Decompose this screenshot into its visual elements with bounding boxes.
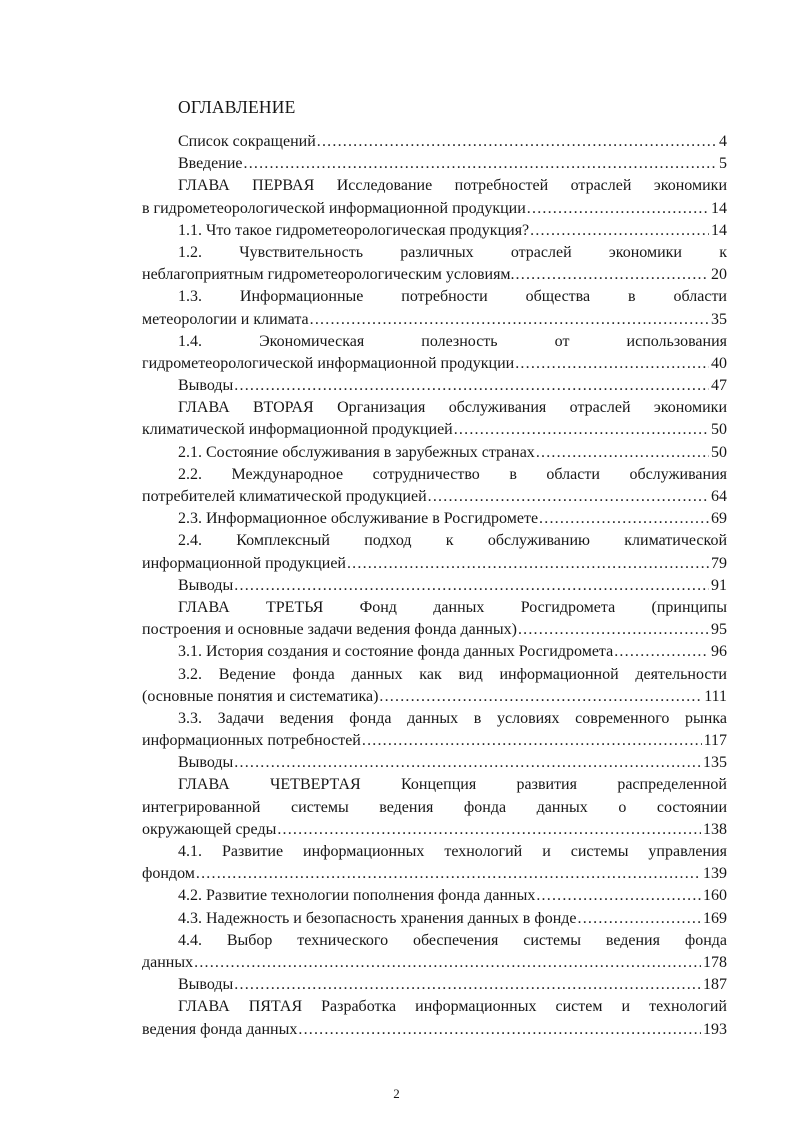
toc-entry-text: ведения фонда данных — [142, 1020, 298, 1038]
dot-leader — [454, 419, 709, 441]
toc-entry-text: 3.3. Задачи ведения фонда данных в условиях современного рынка — [178, 709, 727, 727]
toc-entry-text: потребителей климатической продукцией — [142, 488, 427, 505]
dot-leader — [310, 309, 709, 331]
toc-page-number: 64 — [711, 488, 727, 505]
toc-entry-conclusions-3[interactable] — [142, 752, 727, 774]
toc-entry-text: данных — [142, 953, 194, 971]
toc-entry-text: 4.4. Выбор технического обеспечения системы ведения фонда — [178, 931, 727, 949]
toc-entry-section-2-2[interactable] — [142, 464, 727, 508]
dot-leader — [379, 686, 702, 708]
toc-entry-section-3-1[interactable] — [142, 641, 727, 663]
toc-entry-text: гидрометеорологической информационной продукции — [142, 354, 515, 372]
dot-leader — [614, 641, 709, 663]
dot-leader — [347, 553, 709, 575]
toc-entry-text: 4.3. Надежность и безопасность хранения данных в фонде — [178, 909, 577, 927]
toc-entry-section-4-2[interactable] — [142, 885, 727, 907]
toc-entry-text: Введение — [178, 155, 243, 173]
toc-page-number: 139 — [703, 865, 727, 883]
toc-entry-chapter-5[interactable] — [142, 996, 727, 1040]
dot-leader — [298, 1019, 701, 1041]
toc-entry-text: интегрированной системы ведения фонда данных о состоянии — [142, 798, 727, 816]
toc-entry-section-1-1[interactable] — [142, 220, 727, 242]
dot-leader — [234, 575, 709, 597]
toc-entry-chapter-2[interactable] — [142, 397, 727, 441]
dot-leader — [194, 952, 701, 974]
toc-page-number: 193 — [703, 1020, 727, 1038]
dot-leader — [428, 486, 709, 508]
toc-page-number: 14 — [711, 221, 727, 239]
toc-entry-text: ГЛАВА ТРЕТЬЯ Фонд данных Росгидромета (принципы — [178, 598, 727, 616]
toc-entry-section-4-1[interactable] — [142, 841, 727, 885]
page-number: 2 — [393, 1086, 400, 1101]
toc-entry-text: (основные понятия и систематика) — [142, 687, 379, 705]
dot-leader — [362, 730, 702, 752]
toc-entry-text: климатической информационной продукцией — [142, 421, 453, 439]
toc-entry-text: 4.1. Развитие информационных технологий и системы управления — [178, 843, 727, 860]
toc-page-number: 187 — [703, 976, 727, 994]
dot-leader — [527, 198, 709, 220]
toc-entry-section-4-4[interactable] — [142, 930, 727, 974]
toc-page-number: 117 — [703, 732, 727, 750]
toc-entry-text: 2.2. Международное сотрудничество в области обслуживания — [178, 465, 727, 483]
dot-leader — [516, 264, 709, 286]
toc-page-number: 111 — [704, 687, 727, 705]
toc-entry-text: Выводы — [178, 377, 234, 395]
toc-entry-section-1-3[interactable] — [142, 286, 727, 330]
dot-leader — [234, 375, 709, 397]
toc-entry-text: ГЛАВА ПЯТАЯ Разработка информационных систем и технологий — [178, 998, 727, 1016]
toc-entry-text: в гидрометеорологической информационной продукции — [142, 199, 526, 217]
toc-entry-conclusions-4[interactable] — [142, 974, 727, 996]
toc-entry-text: Выводы — [178, 754, 234, 772]
toc-entry-chapter-3[interactable] — [142, 597, 727, 641]
toc-entry-text: ГЛАВА ПЕРВАЯ Исследование потребностей отраслей экономики — [178, 177, 727, 195]
toc-entry-text: 1.2. Чувствительность различных отраслей экономики к — [178, 243, 727, 261]
toc-entry-text: окружающей среды — [142, 820, 277, 838]
toc-entry-text: 2.1. Состояние обслуживания в зарубежных странах — [178, 443, 535, 461]
toc-page-number: 69 — [711, 510, 727, 528]
dot-leader — [578, 908, 701, 930]
toc-entry-text: ГЛАВА ЧЕТВЕРТАЯ Концепция развития распределенной — [178, 776, 727, 794]
dot-leader — [530, 220, 709, 242]
toc-page-number: 40 — [711, 354, 727, 372]
toc-page-number: 47 — [711, 377, 727, 395]
toc-entry-text: 1.3. Информационные потребности общества в области — [178, 288, 727, 306]
toc-entry-text: метеорологии и климата — [142, 310, 309, 328]
toc-entry-text: 3.2. Ведение фонда данных как вид информационной деятельности — [178, 665, 727, 683]
toc-entry-chapter-1[interactable] — [142, 175, 727, 219]
toc-entry-text: 4.2. Развитие технологии пополнения фонда данных — [178, 887, 536, 905]
toc-page-number: 20 — [711, 266, 727, 284]
toc-entry-section-2-3[interactable] — [142, 508, 727, 530]
toc-entry-chapter-4[interactable] — [142, 774, 727, 841]
toc-page-number: 160 — [703, 887, 727, 905]
toc-entry-text: Выводы — [178, 976, 234, 994]
toc-entry-text: 1.4. Экономическая полезность от использования — [178, 332, 727, 350]
dot-leader — [277, 819, 701, 841]
toc-entry-abbreviations[interactable] — [142, 131, 727, 153]
toc-entry-conclusions-1[interactable] — [142, 375, 727, 397]
toc-entry-text: информационной продукцией — [142, 554, 346, 572]
dot-leader — [244, 153, 718, 175]
toc-page-number: 5 — [719, 155, 727, 173]
toc-entry-text: 3.1. История создания и состояние фонда данных Росгидромета — [178, 643, 614, 661]
toc-entry-text: Список сокращений — [178, 133, 316, 150]
toc-entry-text: Выводы — [178, 576, 234, 594]
toc-page-number: 4 — [719, 133, 727, 150]
toc-entry-text: 2.3. Информационное обслуживание в Росгидромете — [178, 510, 539, 528]
dot-leader — [234, 974, 701, 996]
dot-leader — [317, 131, 717, 153]
toc-entry-section-2-1[interactable] — [142, 442, 727, 464]
toc-title: ОГЛАВЛЕНИЕ — [178, 97, 296, 117]
toc-entry-section-3-3[interactable] — [142, 708, 727, 752]
toc-entry-text: фондом — [142, 865, 195, 883]
dot-leader — [196, 863, 701, 885]
toc-page-number: 79 — [711, 554, 727, 572]
toc-entry-section-4-3[interactable] — [142, 908, 727, 930]
toc-page-number: 50 — [711, 443, 727, 461]
dot-leader — [539, 508, 709, 530]
dot-leader — [234, 752, 701, 774]
toc-entry-section-1-2[interactable] — [142, 242, 727, 286]
toc-page-number: 50 — [711, 421, 727, 439]
dot-leader — [536, 442, 709, 464]
toc-page-number: 138 — [703, 820, 727, 838]
toc-entry-introduction[interactable] — [142, 153, 727, 175]
toc-page-number: 96 — [711, 643, 727, 661]
toc-page-number: 35 — [711, 310, 727, 328]
toc-entry-text: построения и основные задачи ведения фонда данных) — [142, 621, 517, 639]
dot-leader — [515, 353, 709, 375]
toc-entry-text: неблагоприятным гидрометеорологическим условиям. — [142, 266, 515, 284]
toc-page-number: 135 — [703, 754, 727, 772]
toc-page-number: 178 — [703, 953, 727, 971]
toc-entry-text: ГЛАВА ВТОРАЯ Организация обслуживания отраслей экономики — [178, 399, 727, 417]
toc-entry-conclusions-2[interactable] — [142, 575, 727, 597]
toc-entry-text: 1.1. Что такое гидрометеорологическая продукция? — [178, 221, 530, 239]
toc-page-number: 95 — [711, 621, 727, 639]
toc-entry-text: 2.4. Комплексный подход к обслуживанию климатической — [178, 532, 727, 550]
toc-entry-text: информационных потребностей — [142, 732, 361, 750]
toc-page-number: 91 — [711, 576, 727, 594]
dot-leader — [518, 619, 709, 641]
toc-entry-section-2-4[interactable] — [142, 530, 727, 574]
toc-entry-section-1-4[interactable] — [142, 331, 727, 375]
toc-entry-section-3-2[interactable] — [142, 664, 727, 708]
toc-page-number: 14 — [711, 199, 727, 217]
toc-page-number: 169 — [703, 909, 727, 927]
dot-leader — [536, 885, 701, 907]
table-of-contents — [142, 131, 727, 1041]
